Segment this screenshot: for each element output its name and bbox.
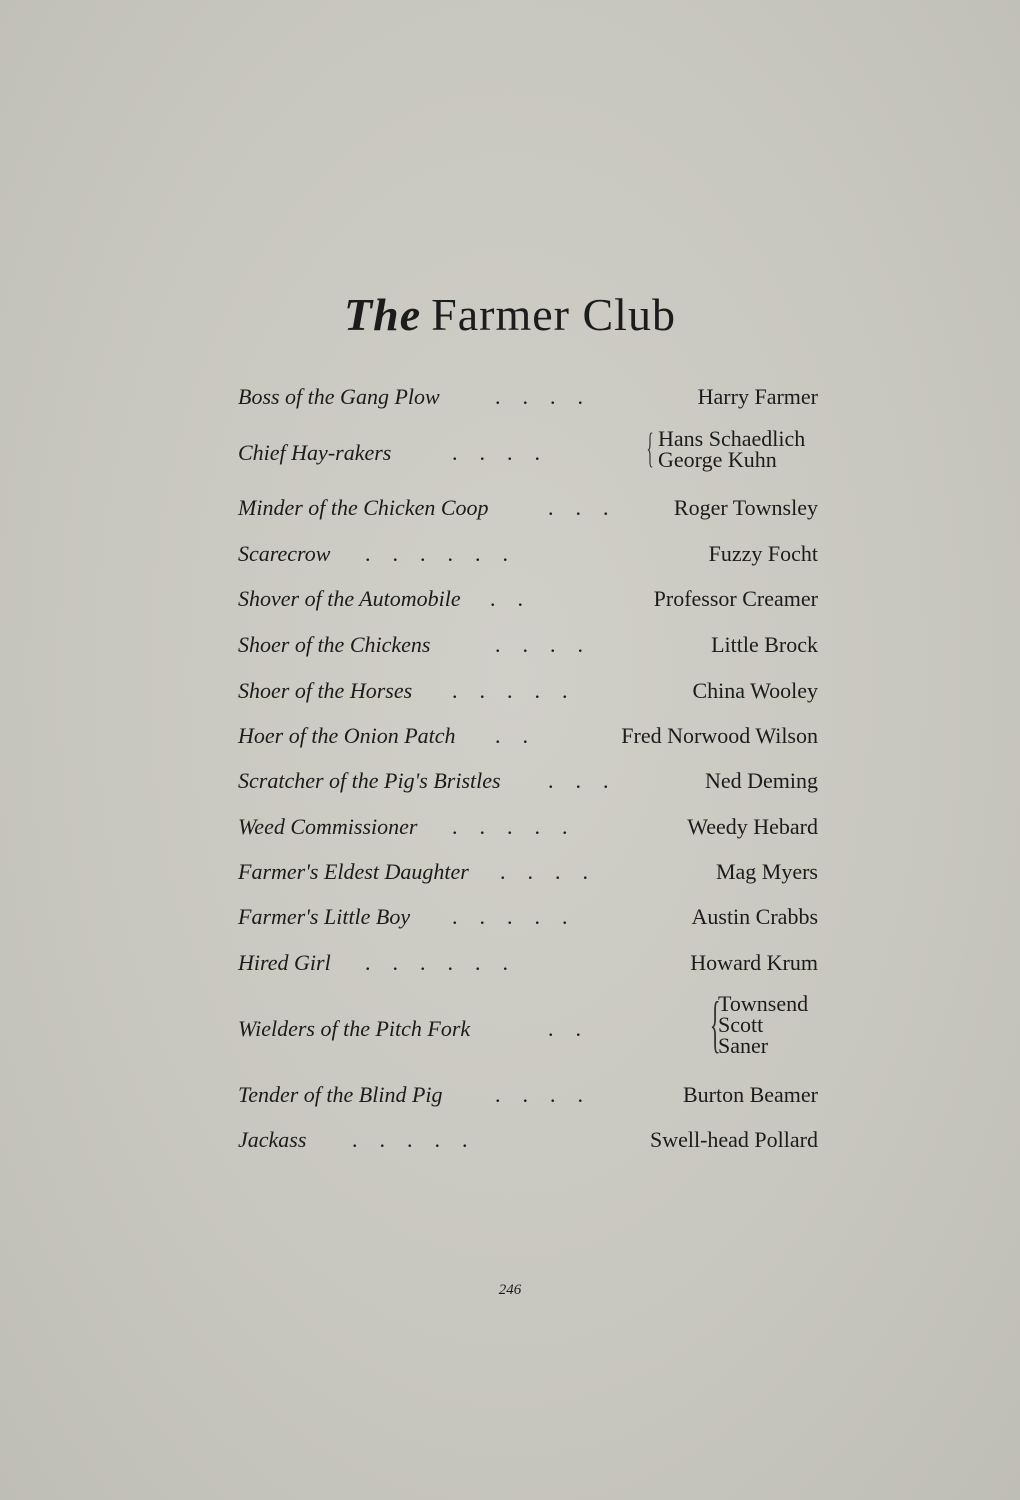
roster-row (238, 541, 818, 571)
dot-leader: . . . (548, 768, 609, 793)
dot-leader: . . (490, 586, 523, 611)
roster-row (238, 384, 818, 414)
member-name: Harry Farmer (697, 384, 818, 409)
role-label: Scratcher of the Pig's Bristles (238, 768, 501, 793)
roster-row (238, 426, 818, 472)
dot-leader: . . . . (495, 384, 583, 409)
roster-row (238, 495, 818, 525)
dot-leader: . . . . . (452, 814, 568, 839)
roster-row (238, 1082, 818, 1112)
dot-leader: . . . . . . (365, 950, 508, 975)
dot-leader: . . . . . (452, 904, 568, 929)
member-name: Ned Deming (704, 768, 818, 793)
roster-row (238, 768, 818, 798)
dot-leader: . . . . (495, 632, 583, 657)
roster-row (238, 904, 818, 934)
member-name: Weedy Hebard (687, 814, 818, 839)
roster-row (238, 814, 818, 844)
brace-icon: { (646, 426, 654, 472)
role-label: Boss of the Gang Plow (238, 384, 440, 409)
member-name: Mag Myers (715, 859, 818, 884)
dot-leader: . . . . (500, 859, 588, 884)
dot-leader: . . (495, 723, 528, 748)
member-name: Austin Crabbs (691, 904, 818, 929)
dot-leader: . . . . . (452, 678, 568, 703)
role-label: Minder of the Chicken Coop (238, 495, 489, 520)
member-name: Fuzzy Focht (708, 541, 818, 566)
roster-row (238, 950, 818, 980)
role-label: Weed Commissioner (238, 814, 418, 839)
member-name: Scott (718, 1012, 764, 1037)
role-label: Wielders of the Pitch Fork (238, 1016, 471, 1041)
roster-row (238, 586, 818, 616)
page-title (0, 288, 1020, 341)
member-name: Fred Norwood Wilson (621, 723, 818, 748)
member-name: Howard Krum (690, 950, 818, 975)
role-label: Tender of the Blind Pig (238, 1082, 443, 1107)
dot-leader: . . . . (452, 440, 540, 465)
title-prefix: The (344, 289, 422, 340)
dot-leader: . . (548, 1016, 581, 1041)
member-name: China Wooley (692, 678, 818, 703)
role-label: Shover of the Automobile (238, 586, 461, 611)
page-number: 246 (498, 1282, 522, 1298)
roster-row (238, 1127, 818, 1157)
member-name: Burton Beamer (682, 1082, 818, 1107)
role-label: Farmer's Eldest Daughter (238, 859, 469, 884)
member-name: Townsend (718, 991, 809, 1016)
role-label: Scarecrow (238, 541, 331, 566)
role-label: Hired Girl (238, 950, 331, 975)
roster-row (238, 723, 818, 753)
role-label: Jackass (238, 1127, 307, 1152)
role-label: Hoer of the Onion Patch (238, 723, 456, 748)
brace-icon: { (709, 989, 721, 1059)
member-name-group (646, 426, 806, 472)
roster-row (238, 989, 818, 1059)
member-name: George Kuhn (658, 447, 777, 472)
role-label: Shoer of the Chickens (238, 632, 431, 657)
member-name: Saner (718, 1033, 769, 1058)
dot-leader: . . . . . (352, 1127, 468, 1152)
member-name: Little Brock (711, 632, 818, 657)
member-name: Swell-head Pollard (649, 1127, 818, 1152)
dot-leader: . . . . (495, 1082, 583, 1107)
role-label: Shoer of the Horses (238, 678, 413, 703)
member-name: Professor Creamer (653, 586, 818, 611)
role-label: Farmer's Little Boy (238, 904, 411, 929)
member-name: Hans Schaedlich (658, 426, 806, 451)
roster-row (238, 678, 818, 708)
role-label: Chief Hay-rakers (238, 440, 392, 465)
roster-row (238, 632, 818, 662)
member-name-group (709, 989, 809, 1059)
dot-leader: . . . . . . (365, 541, 508, 566)
member-name: Roger Townsley (673, 495, 818, 520)
dot-leader: . . . (548, 495, 609, 520)
roster-row (238, 859, 818, 889)
title-main: Farmer Club (431, 289, 676, 340)
